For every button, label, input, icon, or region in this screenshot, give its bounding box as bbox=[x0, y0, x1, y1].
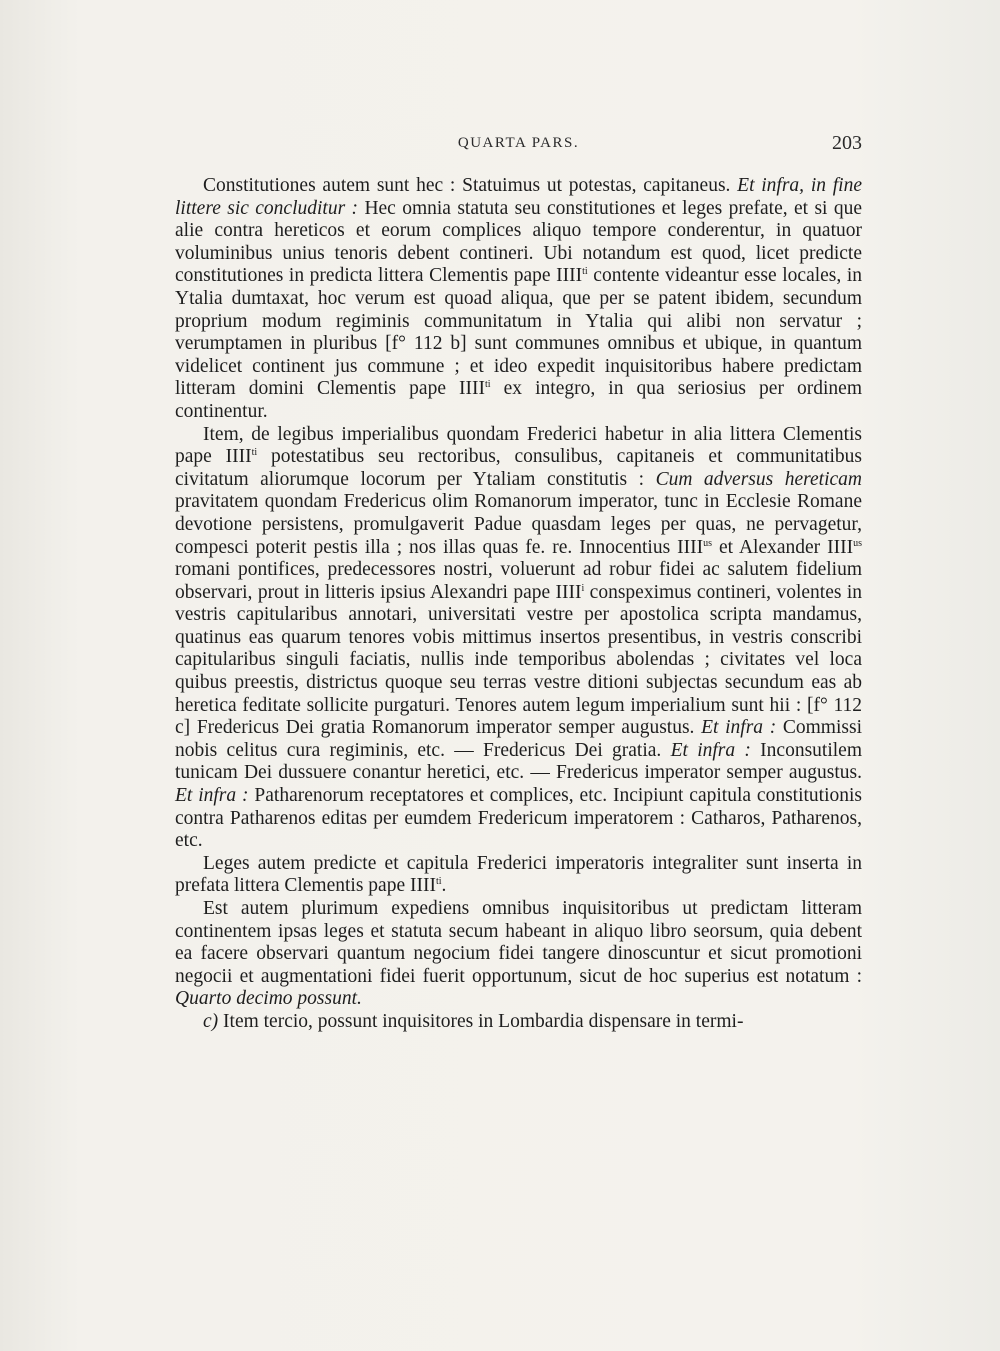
text-run: Item, de legibus imperialibus quondam Frederici habetur in alia littera Clementis pape IIII bbox=[175, 423, 862, 468]
text-run: Constitutiones autem sunt hec : Statuimus ut potestas, capitaneus. bbox=[203, 175, 738, 196]
page-number: 203 bbox=[832, 132, 862, 154]
text-run: et Alexander IIII bbox=[712, 536, 854, 558]
item-marker: c) bbox=[203, 1010, 219, 1032]
text-run: Leges autem predicte et capitula Frederici imperatoris integraliter sunt inserta in prefata littera Clementis pape IIII bbox=[175, 852, 862, 897]
text-run: Commissi nobis celitus cura regiminis, etc. — Fredericus Dei gratia. bbox=[175, 717, 862, 761]
text-run: Est autem plurimum expediens omnibus inquisitoribus ut predictam litteram continentem ipsas leges et statuta secum habeant in aliquo libro seorsum, quia debent ea facere observari quantum negocium fidei tangere dinoscuntur et sicut promotioni negocii et augmentationi fidei fuerit opportunum, sicut de hoc superius est notatum : bbox=[175, 898, 862, 987]
text-run: pravitatem quondam Fredericus olim Romanorum imperator, tunc in Ecclesie Romane devotione persistens, promulgaverit Padue quasdam leges per quas, ne pervagetur, compesci poterit pestis illa ; nos illas quas fe. re. Innocentius IIII bbox=[175, 491, 862, 558]
paragraph-constitutiones bbox=[175, 175, 862, 424]
text-run: potestatibus seu rectoribus, consulibus, capitaneis et communitatibus civitatum aliorumque locorum per Ytaliam constitutis : bbox=[175, 446, 862, 490]
text-run: ex integro, in qua seriosius per ordinem continentur. bbox=[175, 378, 862, 422]
text-run: . bbox=[441, 875, 447, 897]
italic-run: Et infra, in fine littere sic concluditur : bbox=[175, 175, 862, 219]
running-head bbox=[175, 132, 862, 161]
superscript: ti bbox=[485, 379, 491, 391]
superscript: ti bbox=[435, 876, 442, 888]
text-run: Patharenorum receptatores et complices, etc. Incipiunt capitula constitutionis contra Patharenos editas per eumdem Fredericum imperatorem : Catharos, Patharenos, etc. bbox=[175, 785, 863, 852]
superscript: us bbox=[853, 537, 862, 549]
text-run: Hec omnia statuta seu constitutiones et leges prefate, et si que alie contra hereticos et eorum complices aliquo tempore conderentur, in quatuor voluminibus unius tenoris debent contineri. Ubi notandum est quod, licet predicte constitutiones in predicta littera Clementis pape IIII bbox=[175, 197, 862, 287]
text-run: Item tercio, possunt inquisitores in Lombardia dispensare in termi- bbox=[218, 1010, 744, 1032]
italic-run: Et infra : bbox=[175, 785, 249, 807]
text-run: romani pontifices, predecessores nostri, voluerunt ad robur fidei ac salutem fidelium observari, prout in litteris ipsius Alexandri pape IIII bbox=[175, 559, 862, 603]
text-run: Inconsutilem tunicam Dei dussuere conantur heretici, etc. — Fredericus imperator semper augustus. bbox=[175, 739, 862, 784]
superscript: ti bbox=[251, 447, 258, 459]
text-run: contente videantur esse locales, in Ytalia dumtaxat, hoc verum est quoad aliqua, que per se patent ibidem, secundum proprium modum regiminis communitatum in Ytalia qui alibi non servatur ; verumptamen in pluribus [f° 112 b] sunt communes omnibus et ubique, in quantum videlicet continent jus commune ; et ideo expedit inquisitoribus habere predictam litteram domini Clementis pape IIII bbox=[175, 265, 863, 400]
text-run: conspeximus contineri, volentes in vestris capitularibus annotari, universitati vestre per apostolica scripta mandamus, quatinus eas quarum tenores vobis mittimus insertos presentibus, in vestris conscribi capitularibus singuli faciatis, nullis inde temporibus abolendas ; civitates vel loca quibus preestis, districtus quoque seu terras vestre ditioni subjectas secundum eas ab heretica feditate sollicite purgaturi. Tenores autem legum imperialium sunt hii : [f° 112 c] Fredericus Dei gratia Romanorum imperator semper augustus. bbox=[175, 581, 862, 739]
paragraph-leges-imperiales bbox=[175, 424, 862, 853]
italic-run: Et infra : bbox=[670, 739, 751, 761]
italic-run: Cum adversus hereticam bbox=[655, 468, 862, 490]
italic-run: Quarto decimo possunt. bbox=[175, 988, 362, 1010]
paragraph-expediens bbox=[175, 898, 862, 1011]
paragraph-leges-predicte bbox=[175, 853, 862, 898]
superscript: us bbox=[703, 537, 713, 549]
superscript: i bbox=[581, 582, 585, 594]
running-title: QUARTA PARS. bbox=[457, 135, 580, 151]
main-text bbox=[175, 175, 862, 1034]
italic-run: Et infra : bbox=[701, 717, 777, 739]
superscript: ti bbox=[582, 266, 588, 278]
paragraph-item-tercio bbox=[175, 1011, 862, 1034]
